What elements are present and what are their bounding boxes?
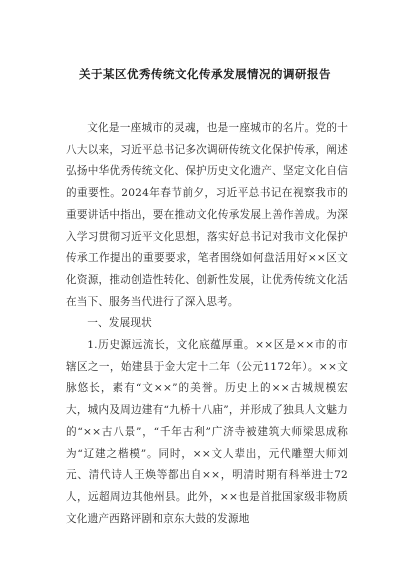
section-heading: 一、发展现状 — [87, 317, 152, 330]
document-title: 关于某区优秀传统文化传承发展情况的调研报告 — [79, 67, 331, 81]
document-body — [66, 118, 348, 530]
history-paragraph: 1.历史源远流长，文化底蕴厚重。××区是××市的市辖区之一，始建县于金大定十二年（公元1172年）。××文脉悠长，素有“文××”的美誉。历史上的××古城规模宏大，城内及周边建有“九桥十八庙”，并形成了独具人文魅力的“××古八景”，“千年古利”广济寺被建筑大师梁思成称为“辽建之楷模”。同时，××文人辈出，元代雕塑大师刘元、清代诗人王焕等都出自××，明清时期有科举进士72人，远超周边其他州县。此外，××也是首批国家级非物质文化遗产西路评剧和京东大鼓的发源地 — [66, 339, 348, 525]
intro-paragraph: 文化是一座城市的灵魂，也是一座城市的名片。党的十八大以来，习近平总书记多次调研传统文化保护传承，阐述弘扬中华优秀传统文化、保护历史文化遗产、坚定文化自信的重要性。2024年春节前夕，习近平总书记在视察我市的重要讲话中指出，要在推动文化传承发展上善作善成。为深入学习贯彻习近平文化思想，落实好总书记对我市文化保护传承工作提出的重要要求，笔者围绕如何盘活用好××区文化资源，推动创造性转化、创新性发展，让优秀传统文化活在当下、服务当代进行了深入思考。 — [66, 122, 348, 308]
